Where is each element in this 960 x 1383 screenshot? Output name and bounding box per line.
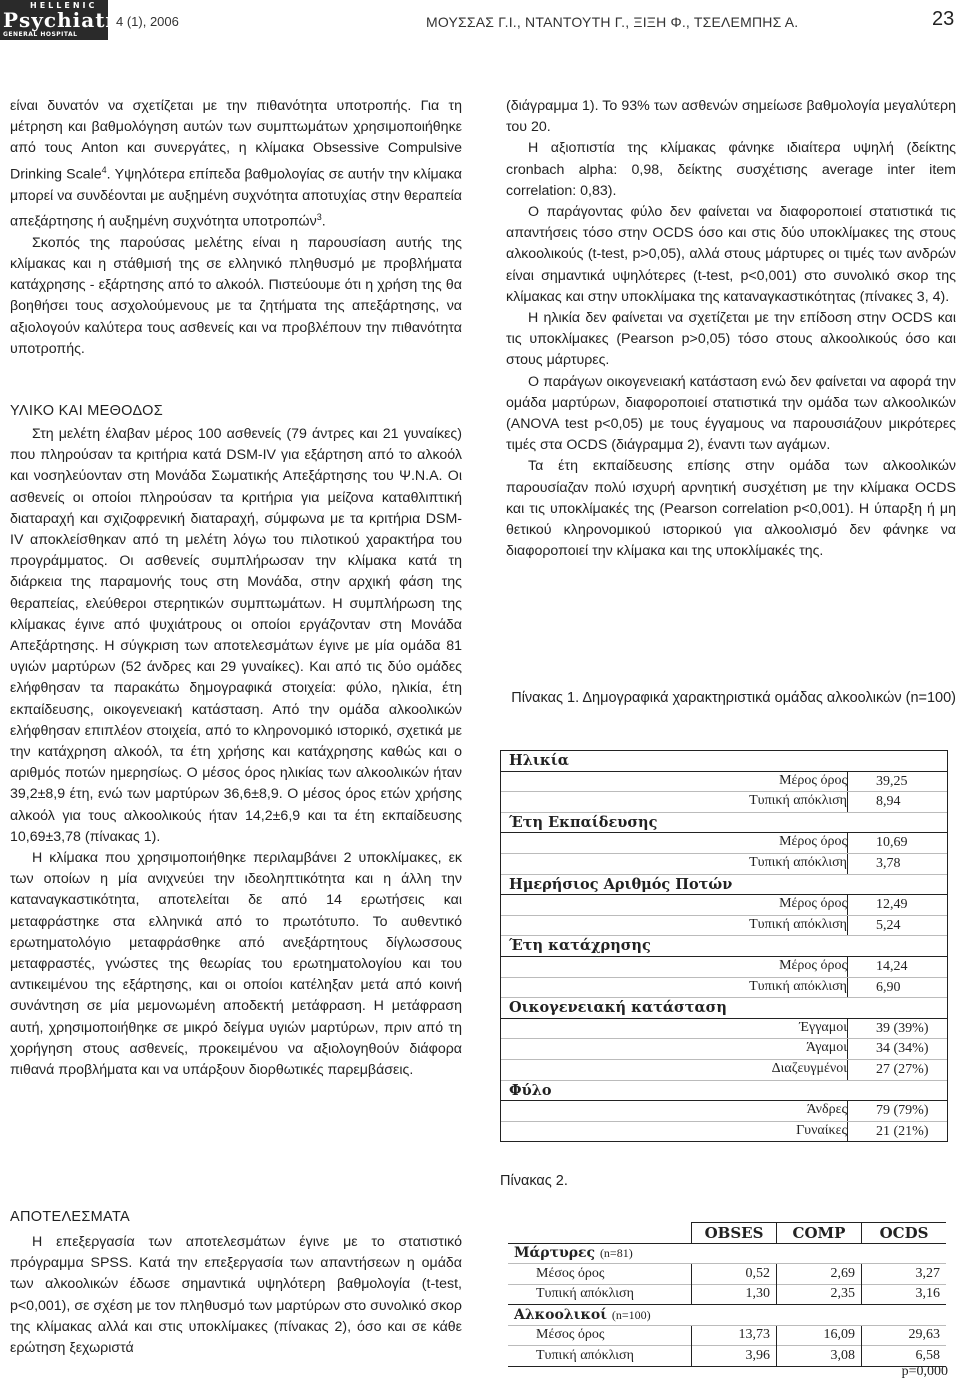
table-row [501,833,947,854]
right-column [506,96,956,562]
table1-row-label: Έγγαμοι [799,1019,847,1035]
table-row [501,1060,947,1081]
table-row [501,792,947,813]
table-row [501,916,947,937]
table-row [501,978,947,999]
section-heading-methods: ΥΛΙΚΟ ΚΑΙ ΜΕΘΟΔΟΣ [10,403,163,419]
table-row [501,895,947,916]
paragraph-r4: Η ηλικία δεν φαίνεται να σχετίζεται με την επίδοση στην OCDS και τις υποκλίμακες (Pearson p>0,05) τόσο στους αλκοολικούς όσο και στους μάρτυρες. [506,310,956,369]
table1-row-value: 39,25 [847,772,948,792]
journal-logo [0,0,130,40]
paragraph-methods-2: Η κλίμακα που χρησιμοποιήθηκε περιλαμβάνει 2 υποκλίμακες, εκ των οποίων η μία ανιχνεύει την ιδεοληπτικότητα και η άλλη την καταναγκαστικότητα, αποτελείται δε από 14 ερωτήσεις και μεταφράστηκε στα ελληνικά από το πρωτότυπο. Το αυθεντικό ερωτηματολόγιο μεταφράσθηκε από ανεξάρτητους δίγλωσσους μεταφραστές, γνώστες της θεωρίας του ερωτηματολογίου και του αντικειμένου της εξάρτησης, και οι οποίοι κατέληξαν μετά από κοινή συνάντηση σε μία μεμονωμένη αποδεκτή μετάφραση. Η μετάφραση αυτή, χρησιμοποιήθηκε σε μικρό δείγμα υγιών μαρτύρων, πριν από τη χορήγηση στους ασθενείς, προκειμένου να αξιολογηθούν διάφορα πιθανά προβλήματα και να υπάρξουν διορθωτικές παρεμβάσεις. [10,850,462,1079]
table1-caption: Πίνακας 1. Δημογραφικά χαρακτηριστικά ομάδας αλκοολικών (n=100) [511,690,956,706]
table2-group-n: (n=81) [599,1246,633,1261]
paragraph-methods-1: Στη μελέτη έλαβαν μέρος 100 ασθενείς (79 άντρες και 21 γυναίκες) που πληρούσαν τα κριτήρια κατά DSM-IV για εξάρτηση από το αλκοόλ και νοσηλεύονταν στη Μονάδα Σωματικής Απεξάρτησης του Ψ.Ν.Α. Οι ασθενείς οι οποίοι πληρούσαν τα κριτήρια για μείζονα καταθλιπτική διαταραχή και σχιζοφρενική διαταραχή, σύμφωνα με τα κριτήρια DSM-IV αποκλείσθηκαν από τη μελέτη λόγω του πιλοτικού χαρακτήρα του προγράμματος. Οι ασθενείς συμπλήρωσαν την κλίμακα κατά τη διάρκεια της παραμονής τους στη Μονάδα, στην αρχική φάση της θεραπείας, ελεύθεροι στερητικών συμπτωμάτων. Η συμπλήρωση της κλίμακας έγινε από ψυχιάτρους οι οποίοι εργάζονταν στη Μονάδα Απεξάρτησης. Η σύγκριση των αποτελεσμάτων έγινε με μία ομάδα 81 υγιών μαρτύρων (52 άνδρες και 29 γυναίκες). Και από τις δύο ομάδες ελήφθησαν τα παρακάτω δημογραφικά στοιχεία: φύλο, ηλικία, έτη εκπαίδευσης, οικογενειακή κατάσταση. Από την ομάδα αλκοολικών ελήφθησαν επιπλέον στοιχεία, από το κληρονομικό ιστορικό, σχετικά με την κατάχρηση αλκοόλ, τα έτη χρήσης και κατάχρησης καθώς και ο αριθμός ποτών ημερησίως. Ο μέσος όρος ηλικίας των αλκοολικών ήταν 39,2±8,9 έτη, ενώ των μαρτύρων 36,6±8,9. Ο μέσος όρος ετών χρήσης αλκοόλ για τους αλκοολικούς ήταν 14,2±6,9 και τα έτη εκπαίδευσης 10,69±3,78 (πίνακας 1). [10,426,462,845]
table1-row-label: Μέρος όρος [779,834,847,850]
left-column [10,96,462,360]
table1-row-label: Μέρος όρος [779,772,847,788]
table1-row-value: 8,94 [847,792,948,812]
table1-row-label: Μέρος όρος [779,957,847,973]
paragraph-aim: Σκοπός της παρούσας μελέτης είναι η παρουσίαση αυτής της κλίμακας και η στάθμισή της σε ελληνικό πληθυσμό με προβλήματα κατάχρησης - εξάρτησης από το αλκοόλ. Πιστεύουμε ότι η χρήση της θα βοηθήσει τους ασχολούμενους με τα ζητήματα της απεξάρτησης, να αξιολογούν καλύτερα τους ασθενείς και να προβλέπουν την πιθανότητα υποτροπής. [10,234,462,357]
table1-category-row [501,1081,947,1102]
table1-row-value: 10,69 [847,833,948,853]
paragraph-r6: Τα έτη εκπαίδευσης επίσης στην ομάδα των αλκοολικών παρουσίαζαν πολύ ισχυρή αρνητική συσχέτιση με την κλίμακα OCDS και τις υποκλίμακές της (Pearson correlation p<0,001). Η ύπαρξη ή μη θετικού κληρονομικού ιστορικού για αλκοολισμό δεν φάνηκε να διαφοροποιεί την κλίμακα και της υποκλίμακές της. [506,458,956,560]
table-row [501,1101,947,1122]
table2-group-row [508,1305,946,1326]
table1-row-value: 39 (39%) [847,1019,948,1039]
table1-row-label: Μέρος όρος [779,896,847,912]
table1-row-value: 27 (27%) [847,1060,948,1080]
table-row [501,772,947,793]
table2-header: COMP [777,1223,862,1244]
table1-row-value: 34 (34%) [847,1039,948,1059]
paragraph-r3: Ο παράγοντας φύλο δεν φαίνεται να διαφοροποιεί στατιστικά τις απαντήσεις τόσο στην OCDS όσο και στις δύο υποκλίμακες της στους αλκοολικούς (t-test, p>0,05), αλλά στους μάρτυρες οι τιμές των ανδρών είναι σημαντικά υψηλότερες (t-test, p<0,001) στο συνολικό σκορ της κλίμακας και στην υποκλίμακα της καταναγκαστικότητας (πίνακες 3, 4). [506,204,956,305]
left-column-methods [10,424,462,1081]
table1-row-label: Διαζευγμένοι [771,1060,847,1076]
table-row [501,957,947,978]
table1-row-value: 6,90 [847,978,948,998]
table1-row-label: Γυναίκες [796,1122,847,1138]
table2-group-row [508,1243,946,1264]
volume-issue: 4 (1), 2006 [116,14,179,29]
table1-row-label: Τυπική απόκλιση [749,793,847,809]
table2 [508,1222,946,1367]
table-row [501,1122,947,1142]
table1-category: Έτη κατάχρησης [509,937,651,955]
table2-group-title: Αλκοολικοί [514,1306,608,1323]
table-row [501,1039,947,1060]
table1-category: Φύλο [509,1081,552,1099]
table1-row-label: Τυπική απόκλιση [749,916,847,932]
table1-category: Ημερήσιος Αριθμός Ποτών [509,875,733,893]
table2-pvalue: p=0,000 [901,1364,948,1379]
table2-header-row [508,1223,946,1244]
table1-category: Οικογενειακή κατάσταση [509,999,727,1017]
table1-row-label: Τυπική απόκλιση [749,854,847,870]
table1-row-label: Άγαμοι [806,1040,847,1056]
paragraph-results-1: Η επεξεργασία των αποτελεσμάτων έγινε με το στατιστικό πρόγραμμα SPSS. Κατά την επεξεργασία των απαντήσεων η ομάδα των αλκοολικών έδωσε σημαντικά υψηλότερη βαθμολογία (t-test, p<0,001), σε σχέση με τον πληθυσμό των μαρτύρων στο συνολικό σκορ της κλίμακας αλλά και στις υποκλίμακες (πίνακας 2), όσο και σε κάθε ερώτηση ξεχωριστά [10,1234,462,1357]
table1-category-row [501,751,947,772]
table-row [501,1019,947,1040]
table1-row-value: 79 (79%) [847,1101,948,1121]
table1-category-row [501,998,947,1019]
logo-line1: HELLENIC [30,1,98,10]
logo-line2: Psychiatry [3,8,130,32]
section-heading-results: ΑΠΟΤΕΛΕΣΜΑΤΑ [10,1209,130,1225]
table1-row-value: 3,78 [847,854,948,874]
paragraph-r2: Η αξιοπιστία της κλίμακας φάνηκε ιδιαίτερα υψηλή (δείκτης cronbach alpha: 0,98, δείκτης συσχέτισης average inter item correlation: 0,83). [506,140,956,199]
table1-row-value: 21 (21%) [847,1122,948,1142]
page-header [0,0,960,60]
table1-row-label: Τυπική απόκλιση [749,978,847,994]
table2-header: OBSES [692,1223,777,1244]
table-row: Μέσος όρος 13,73 16,09 29,63 [508,1325,946,1346]
paragraph-r5: Ο παράγων οικογενειακή κατάσταση ενώ δεν φαίνεται να αφορά την ομάδα μαρτύρων, διαφοροποιεί στατιστικά την ομάδα των αλκοολικών (ANOVA test p<0,05) με τους έγγαμους να παρουσιάζουν μικρότερες τιμές στα OCDS (διάγραμμα 2), έναντι των αγάμων. [506,373,956,454]
table2-group-title: Μάρτυρες [514,1245,596,1262]
table-row: Μέσος όρος 0,52 2,69 3,27 [508,1264,946,1285]
table-row: Τυπική απόκλιση 3,96 3,08 6,58 [508,1346,946,1367]
paragraph-intro: είναι δυνατόν να σχετίζεται με την πιθανότητα υποτροπής. Για τη μέτρηση και βαθμολόγηση αυτών των συμπτωμάτων χρησιμοποιήθηκε από τους Anton και συνεργάτες, η κλίμακα Obsessive Compulsive Drinking Scale$^4$. Υψηλότερα επίπεδα βαθμολογίας σε αυτήν την κλίμακα μπορεί να συνδέονται με αυξημένη συχνότητα αποτυχίας στην θεραπεία απεξάρτησης ή αυξημένη συχνότητα υποτροπών$^3$. [10,98,462,230]
left-column-results [10,1232,462,1359]
table1-row-value: 14,24 [847,957,948,977]
table2-header: OCDS [862,1223,947,1244]
logo-line3: GENERAL HOSPITAL [3,31,78,38]
table-row: Τυπική απόκλιση 1,30 2,35 3,16 [508,1284,946,1305]
table1-category-row [501,936,947,957]
table-row [501,854,947,875]
page-number: 23 [932,8,955,30]
table1-category-row [501,875,947,896]
table1-row-value: 12,49 [847,895,948,915]
table1 [500,750,948,1142]
running-authors: ΜΟΥΣΣΑΣ Γ.Ι., ΝΤΑΝΤΟΥΤΗ Γ., ΞΙΞΗ Φ., ΤΣΕΛΕΜΠΗΣ Α. [426,14,799,30]
table2-group-n: (n=100) [611,1307,651,1322]
table1-category: Έτη Εκπαίδευσης [509,813,658,831]
table1-row-label: Άνδρες [806,1102,847,1118]
paragraph-r1: (διάγραμμα 1). Το 93% των ασθενών σημείωσε βαθμολογία μεγαλύτερη του 20. [506,98,956,136]
table1-row-value: 5,24 [847,916,948,936]
table2-caption: Πίνακας 2. [500,1173,568,1189]
table1-category: Ηλικία [509,752,569,769]
table1-category-row [501,813,947,834]
